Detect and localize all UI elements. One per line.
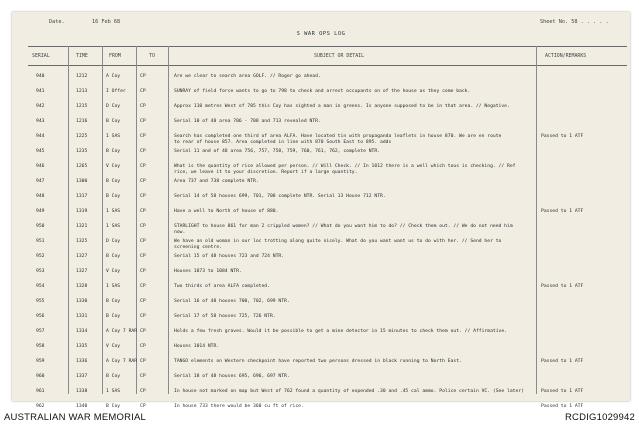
row-from: 1 SAS [106, 389, 121, 394]
page-title: S WAR OPS LOG [296, 31, 346, 37]
row-action: Passed to 1 ATF [541, 284, 584, 289]
row-serial: 950 [36, 224, 45, 229]
row-to: CP [140, 254, 146, 259]
column-header-to: TO [149, 53, 155, 59]
table-row [28, 249, 627, 265]
row-time: 1335 [76, 344, 88, 349]
row-to: CP [140, 239, 146, 244]
row-subject-continuation: rice, we leave it to your discretion. Report if a large quantity. [174, 170, 358, 175]
table-row [28, 279, 627, 295]
row-time: 1337 [76, 374, 88, 379]
row-subject: What is the quantity of rice allowed per person. // Will Check. // In 1012 there is a well which tous is checking. // Ref [174, 164, 516, 169]
row-subject: Are we clear to search area GOLF. // Roger go ahead. [174, 74, 321, 79]
row-subject: Serial 17 of 58 houses 725, 726 NTR. [174, 314, 276, 319]
table-row [28, 369, 627, 385]
row-time: 1325 [76, 239, 88, 244]
row-time: 1213 [76, 89, 88, 94]
row-to: CP [140, 284, 146, 289]
row-from: V Coy [106, 164, 121, 169]
footer-source: AUSTRALIAN WAR MEMORIAL [4, 412, 147, 423]
row-from: B Coy [106, 119, 121, 124]
row-time: 1321 [76, 224, 88, 229]
row-time: 1212 [76, 74, 88, 79]
row-to: CP [140, 89, 146, 94]
table-row [28, 264, 627, 280]
row-from: 1 SAS [106, 224, 121, 229]
row-time: 1331 [76, 314, 88, 319]
row-from: D Coy [106, 239, 121, 244]
row-time: 1319 [76, 209, 88, 214]
row-from: B Coy [106, 374, 121, 379]
footer-id: RCDIG1029942 [565, 412, 635, 423]
row-serial: 949 [36, 209, 45, 214]
log-sheet [12, 12, 630, 409]
row-serial: 955 [36, 299, 45, 304]
row-time: 1265 [76, 164, 88, 169]
table-row [28, 324, 627, 340]
row-subject: Serial 11 and of 48 area 756, 757, 758, 759, 760, 761, 762, complete NTR. [174, 149, 381, 154]
row-action: Passed to 1 ATF [541, 404, 584, 409]
row-to: CP [140, 299, 146, 304]
column-header-subject: SUBJECT OR DETAIL [314, 53, 365, 59]
row-time: 1340 [76, 404, 88, 409]
row-to: CP [140, 269, 146, 274]
table-row [28, 294, 627, 310]
row-serial: 961 [36, 389, 45, 394]
row-serial: 960 [36, 374, 45, 379]
row-subject: Approx 110 metres West of 705 this Coy has sighted a man in greens. Is anyone supposed to be in that area. // Negative. [174, 104, 510, 109]
table-row [28, 69, 627, 85]
row-from: B Coy [106, 254, 121, 259]
row-from: A Coy 7 RAR [106, 329, 138, 334]
row-serial: 954 [36, 284, 45, 289]
row-from: I Offer [106, 89, 126, 94]
table-row [28, 159, 627, 175]
table-row [28, 189, 627, 205]
row-time: 1317 [76, 194, 88, 199]
table-row [28, 309, 627, 325]
row-subject: Serial 10 of 48 area 706 - 708 and 713 revealed NTR. [174, 119, 321, 124]
row-serial: 952 [36, 254, 45, 259]
row-from: B Coy [106, 404, 121, 409]
row-subject: Serial 16 of 48 houses 700, 702, 699 NTR. [174, 299, 290, 304]
row-time: 1215 [76, 104, 88, 109]
table-row [28, 84, 627, 100]
row-to: CP [140, 209, 146, 214]
row-subject-continuation: now. [174, 230, 186, 235]
row-from: B Coy [106, 194, 121, 199]
row-subject: Houses 1014 NTR. [174, 344, 220, 349]
row-action: Passed to 1 ATF [541, 359, 584, 364]
row-to: CP [140, 134, 146, 139]
row-time: 1300 [76, 179, 88, 184]
row-time: 1216 [76, 119, 88, 124]
row-subject: Serial 14 of 58 houses 699, 701, 708 complete NTR. Serial 13 House 712 NTR. [174, 194, 386, 199]
table-row [28, 339, 627, 355]
row-to: CP [140, 104, 146, 109]
row-from: A Coy 7 RAR [106, 359, 138, 364]
row-time: 1327 [76, 254, 88, 259]
column-header-serial: SERIAL [32, 53, 50, 59]
row-subject: In house 733 there would be 360 cu ft of rice. [174, 404, 304, 409]
row-to: CP [140, 359, 146, 364]
table-header-rule [28, 65, 627, 66]
row-serial: 948 [36, 194, 45, 199]
row-time: 1336 [76, 359, 88, 364]
row-serial: 959 [36, 359, 45, 364]
row-subject: Have a well to North of house of 880. [174, 209, 279, 214]
row-serial: 941 [36, 89, 45, 94]
row-serial: 951 [36, 239, 45, 244]
row-action: Passed to 1 ATF [541, 134, 584, 139]
row-subject: STARLIGHT to house 861 for man 2 crippled women? // What do you want him to do? // Check them out. // We do not need him [174, 224, 513, 229]
row-from: B Coy [106, 299, 121, 304]
row-from: B Coy [106, 314, 121, 319]
row-to: CP [140, 224, 146, 229]
row-subject: Serial 18 of 48 houses 695, 696, 697 NTR. [174, 374, 290, 379]
row-subject: Houses 1073 to 1084 NTR. [174, 269, 242, 274]
row-action: Passed to 1 ATF [541, 389, 584, 394]
table-top-rule [28, 46, 627, 47]
row-time: 1225 [76, 134, 88, 139]
row-serial: 945 [36, 149, 45, 154]
table-row [28, 144, 627, 160]
row-subject: SUNRAY of field force wants to go to 798 to check and arrest occupants on of the house as they come back. [174, 89, 471, 94]
row-time: 1338 [76, 389, 88, 394]
row-to: CP [140, 74, 146, 79]
row-from: B Coy [106, 149, 121, 154]
row-to: CP [140, 389, 146, 394]
row-serial: 942 [36, 104, 45, 109]
date-label: Date. [49, 19, 65, 25]
table-row [28, 384, 627, 400]
date-value: 16 Feb 68 [92, 19, 121, 25]
row-subject: Search has completed one third of area ALFA. Have located tin with propaganda leaflets in house 870. We are en route [174, 134, 502, 139]
row-serial: 958 [36, 344, 45, 349]
table-row [28, 219, 627, 235]
row-time: 1330 [76, 299, 88, 304]
row-serial: 946 [36, 164, 45, 169]
row-subject: TANGO elements on Western checkpoint have reported two persons dressed in black running to North East. [174, 359, 462, 364]
row-subject-continuation: to rear of house 857. Area completed in line with 870 South East to 895. adds [174, 140, 392, 145]
table-row [28, 129, 627, 145]
row-serial: 956 [36, 314, 45, 319]
row-subject: In house not marked on map but West of 762 found a quantity of expended .30 and .45 cal ammo. Police certain VC. (See later) [174, 389, 524, 394]
table-row [28, 114, 627, 130]
row-from: 1 SAS [106, 209, 121, 214]
row-subject: Two thirds of area ALFA completed. [174, 284, 270, 289]
row-from: D Coy [106, 104, 121, 109]
row-serial: 940 [36, 74, 45, 79]
row-from: 1 SAS [106, 284, 121, 289]
row-subject-continuation: screening centre. [174, 245, 222, 250]
row-serial: 944 [36, 134, 45, 139]
row-serial: 947 [36, 179, 45, 184]
row-to: CP [140, 194, 146, 199]
row-from: 1 SAS [106, 134, 121, 139]
row-from: B Coy [106, 179, 121, 184]
table-row [28, 204, 627, 220]
table-row [28, 99, 627, 115]
table-row [28, 234, 627, 250]
row-from: A Coy [106, 74, 121, 79]
row-subject: Area 737 and 738 complete NTR. [174, 179, 259, 184]
row-to: CP [140, 179, 146, 184]
row-serial: 962 [36, 404, 45, 409]
row-to: CP [140, 314, 146, 319]
row-action: Passed to 1 ATF [541, 209, 584, 214]
row-to: CP [140, 119, 146, 124]
table-row [28, 174, 627, 190]
row-subject: Holds a few fresh graves. Would it be possible to get a mine detector in 15 minutes to check them out. // Affirmative. [174, 329, 508, 334]
row-to: CP [140, 374, 146, 379]
row-to: CP [140, 404, 146, 409]
row-serial: 957 [36, 329, 45, 334]
row-serial: 953 [36, 269, 45, 274]
row-from: V Coy [106, 344, 121, 349]
sheet-number: Sheet No. 58 . . . . . [540, 19, 609, 25]
column-header-from: FROM [109, 53, 121, 59]
column-header-action: ACTION/REMARKS [545, 53, 587, 59]
row-to: CP [140, 149, 146, 154]
row-time: 1328 [76, 284, 88, 289]
table-row [28, 354, 627, 370]
column-header-time: TIME [76, 53, 88, 59]
row-to: CP [140, 344, 146, 349]
row-time: 1235 [76, 149, 88, 154]
row-to: CP [140, 164, 146, 169]
row-time: 1334 [76, 329, 88, 334]
row-to: CP [140, 329, 146, 334]
row-subject: We have an old woman in our loc trotting along quite nicely. What do you want want us to do with her. // Send her to [174, 239, 502, 244]
row-from: V Coy [106, 269, 121, 274]
row-serial: 943 [36, 119, 45, 124]
row-time: 1327 [76, 269, 88, 274]
row-subject: Serial 15 of 48 houses 723 and 724 NTR. [174, 254, 285, 259]
